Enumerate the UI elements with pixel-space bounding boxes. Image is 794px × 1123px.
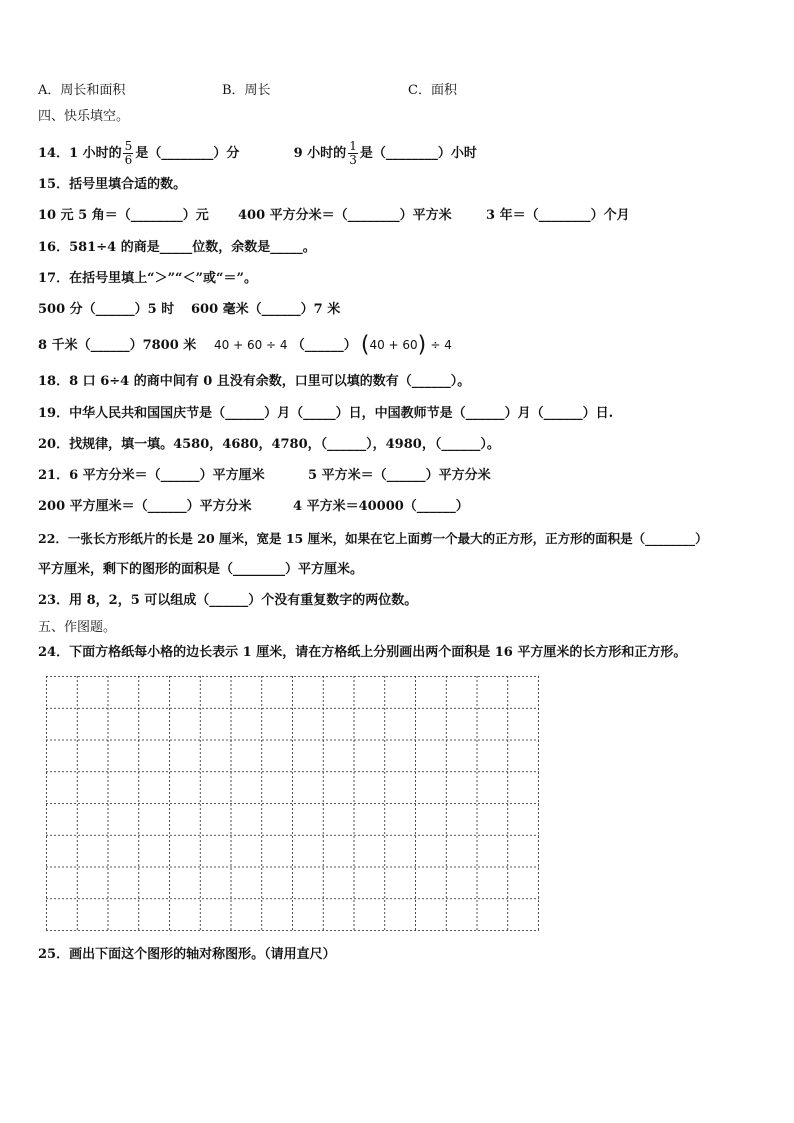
compare-blank: （______） xyxy=(291,338,357,353)
question-19: 19．中华人民共和国国庆节是（______）月（_____）日，中国教师节是（______）月（______）日. xyxy=(38,406,614,421)
fraction-denominator: 6 xyxy=(124,153,133,167)
q14-text-3: 9 小时的 xyxy=(293,146,347,161)
fraction-1-3 xyxy=(347,140,359,167)
q17-item-a: 500 分（______）5 时 xyxy=(38,302,175,317)
question-number: 14． xyxy=(38,146,70,161)
graph-paper-grid[interactable] xyxy=(46,676,539,931)
q21-item-a: 21．6 平方分米＝（______）平方厘米 xyxy=(38,468,265,483)
question-17: 17．在括号里填上“＞”“＜”或“＝”。 xyxy=(38,271,257,286)
question-22-line-1: 22．一张长方形纸片的长是 20 厘米，宽是 15 厘米，如果在它上面剪一个最大的正方形，正方形的面积是（________） xyxy=(38,531,708,546)
expression-left: 40 + 60 ÷ 4 xyxy=(214,338,288,352)
question-16: 16．581÷4 的商是_____位数，余数是_____。 xyxy=(38,240,316,255)
section-4-heading: 四、快乐填空。 xyxy=(38,109,130,124)
question-22-line-2: 平方厘米，剩下的图形的面积是（________）平方厘米。 xyxy=(38,562,364,577)
question-15: 15．括号里填合适的数。 xyxy=(38,177,187,192)
question-20: 20．找规律，填一填。4580，4680，4780，（______），4980，（______）。 xyxy=(38,437,500,452)
question-18: 18．8 口 6÷4 的商中间有 0 且没有余数，口里可以填的数有（______）。 xyxy=(38,374,471,389)
q15-item-c: 3 年＝（________）个月 xyxy=(486,208,630,223)
q17-item-b: 600 毫米（______）7 米 xyxy=(191,302,341,317)
q21-item-d: 4 平方米＝40000（______） xyxy=(293,499,469,514)
q14-text-4: 是（________）小时 xyxy=(359,146,477,161)
q14-text-1: 1 小时的 xyxy=(69,146,122,161)
q17-item-c: 8 千米（______）7800 米 xyxy=(38,338,197,353)
question-24: 24．下面方格纸每小格的边长表示 1 厘米，请在方格纸上分别画出两个面积是 16 平方厘米的长方形和正方形。 xyxy=(38,645,687,660)
fraction-5-6 xyxy=(123,140,135,167)
q15-item-b: 400 平方分米＝（________）平方米 xyxy=(238,208,452,223)
expression-right-tail: ÷ 4 xyxy=(430,338,452,352)
option-b: B．周长 xyxy=(222,83,271,98)
question-23: 23．用 8，2，5 可以组成（______）个没有重复数字的两位数。 xyxy=(38,593,418,608)
q21-item-b: 5 平方米＝（______）平方分米 xyxy=(308,468,491,483)
q17-item-d xyxy=(214,332,452,359)
fraction-numerator: 5 xyxy=(124,139,133,153)
left-paren: ( xyxy=(360,332,370,358)
q21-item-c: 200 平方厘米＝（______）平方分米 xyxy=(38,499,252,514)
right-paren: ) xyxy=(417,332,427,358)
q15-item-a: 10 元 5 角＝（________）元 xyxy=(38,208,209,223)
question-14 xyxy=(38,140,477,167)
section-5-heading: 五、作图题。 xyxy=(38,620,117,635)
question-25: 25．画出下面这个图形的轴对称图形。（请用直尺） xyxy=(38,947,336,962)
option-a: A．周长和面积 xyxy=(38,83,126,98)
fraction-denominator: 3 xyxy=(349,153,357,167)
expression-right-inner: 40 + 60 xyxy=(369,338,418,352)
fraction-numerator: 1 xyxy=(349,139,357,153)
grid-svg[interactable] xyxy=(46,676,539,931)
q14-text-2: 是（________）分 xyxy=(135,146,240,161)
option-c: C．面积 xyxy=(408,83,457,98)
